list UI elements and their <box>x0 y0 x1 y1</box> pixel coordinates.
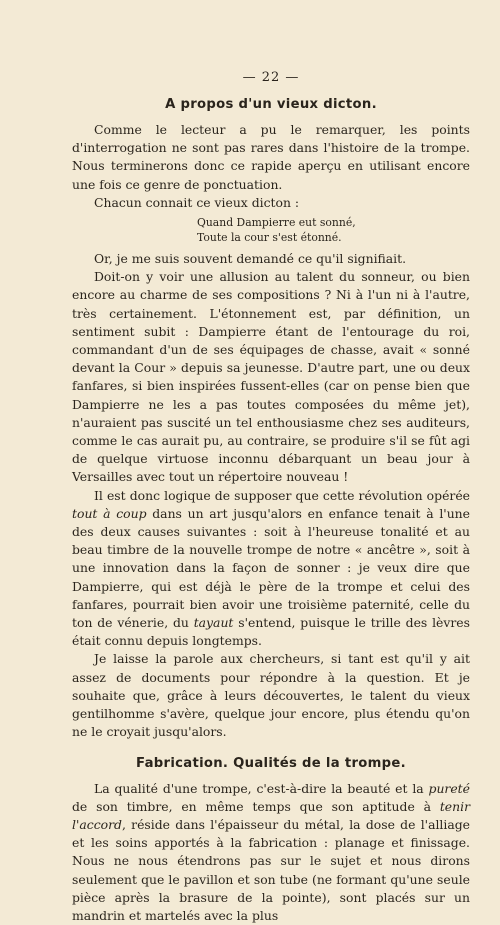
verse-line: Quand Dampierre eut sonné, <box>197 215 470 230</box>
paragraph: Comme le lecteur a pu le remarquer, les points d'interrogation ne sont pas rares dans l'histoire de la trompe. Nous terminerons donc ce rapide aperçu en utilisant encore une fois ce genre de ponctuation. <box>72 121 470 194</box>
text-run: dans un art jusqu'alors en enfance tenait à l'une des deux causes suivantes : soit à l'heureuse tonalité et au beau timbre de la nouvelle trompe de notre « ancêtre », soit à une innovation dans la façon de sonner : je veux dire que Dampierre, qui est déjà le père de la trompe et celui des fanfares, pourrait bien avoir une troisième paternité, celle du ton de vénerie, du <box>72 506 470 630</box>
text-run: s'entend, puisque le trille des lèvres était connu depuis longtemps. <box>72 615 470 648</box>
emphasis: tenir l'accord <box>72 799 470 832</box>
emphasis: tayaut <box>194 615 234 630</box>
section-heading: A propos d'un vieux dicton. <box>72 97 470 112</box>
paragraph: Or, je me suis souvent demandé ce qu'il signifiait. <box>72 250 470 268</box>
text-run: , réside dans l'épaisseur du métal, la dose de l'alliage et les soins apportés à la fabrication : planage et finissage. Nous ne nous étendrons pas sur le sujet et nous dirons seulement que le pavillon et son tube (ne formant qu'une seule pièce après la brasure de la pointe), sont placés sur un mandrin et martelés avec la plus <box>72 817 470 923</box>
page-number: — 22 — <box>72 70 470 85</box>
paragraph <box>72 487 470 651</box>
emphasis: tout à coup <box>72 506 147 521</box>
paragraph: Je laisse la parole aux chercheurs, si tant est qu'il y ait assez de documents pour répondre à la question. Et je souhaite que, grâce à leurs découvertes, le talent du vieux gentilhomme s'avère, quelque jour encore, plus étendu qu'on ne le croyait jusqu'alors. <box>72 650 470 741</box>
paragraph: Doit-on y voir une allusion au talent du sonneur, ou bien encore au charme de ses compositions ? Ni à l'un ni à l'autre, très certainement. L'étonnement est, par définition, un sentiment subit : Dampierre étant de l'entourage du roi, commandant d'un de ses équipages de chasse, avait « sonné devant la Cour » depuis sa jeunesse. D'autre part, une ou deux fanfares, si bien inspirées fussent-elles (car on pense bien que Dampierre ne les a pas toutes composées du même jet), n'auraient pas suscité un tel enthousiasme chez ses auditeurs, comme le cas aurait pu, au contraire, se produire s'il se fût agi de quelque virtuose inconnu débarquant un beau jour à Versailles avec tout un répertoire nouveau ! <box>72 268 470 486</box>
paragraph <box>72 780 470 925</box>
quoted-verse <box>197 215 470 245</box>
emphasis: pureté <box>429 781 470 796</box>
section-heading: Fabrication. Qualités de la trompe. <box>72 756 470 771</box>
paragraph: Chacun connait ce vieux dicton : <box>72 194 470 212</box>
verse-line: Toute la cour s'est étonné. <box>197 230 470 245</box>
text-run: Il est donc logique de supposer que cette révolution opérée <box>94 488 470 503</box>
text-run: La qualité d'une trompe, c'est-à-dire la beauté et la <box>94 781 429 796</box>
text-run: de son timbre, en même temps que son aptitude à <box>72 799 440 814</box>
